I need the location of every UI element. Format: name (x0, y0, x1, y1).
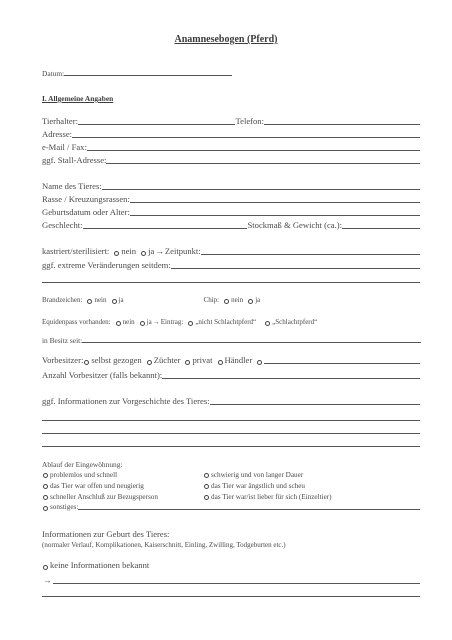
geburt-arrow-row (42, 576, 420, 585)
chip-ja-radio[interactable] (248, 299, 253, 304)
geburt-line[interactable] (42, 596, 420, 597)
datum-field[interactable] (64, 75, 232, 76)
eingewoehnung-label: Ablauf der Eingewöhnung: (42, 460, 123, 469)
rasse-label: Rasse / Kreuzungsrassen: (42, 194, 130, 204)
geburtsdatum-label: Geburtsdatum oder Alter: (42, 207, 130, 217)
sonstiges-field[interactable] (78, 509, 420, 510)
sonstiges-radio[interactable] (43, 506, 48, 511)
geburtsdatum-field[interactable] (130, 215, 420, 216)
equidenpass-nein-label: nein (122, 318, 135, 326)
geburtsdatum-row (42, 208, 420, 217)
geschlecht-label: Geschlecht: (42, 220, 83, 230)
privat-label: privat (192, 355, 213, 365)
tierhalter-row (42, 117, 420, 126)
geburt-label: Informationen zur Geburt des Tieres: (42, 529, 170, 539)
chip-nein-radio[interactable] (224, 299, 229, 304)
besitz-field[interactable] (82, 342, 421, 343)
arrow-icon: → (152, 318, 160, 326)
kastriert-ja-radio[interactable] (141, 251, 146, 256)
geburt-hint-row (42, 542, 420, 549)
eingewoehnung-heading (42, 461, 420, 468)
anschluss-label: schneller Anschluß zur Bezugsperson (50, 493, 158, 501)
equidenpass-ja-radio[interactable] (140, 321, 145, 326)
arrow-icon: → (155, 246, 164, 256)
vorbesitzer-label: Vorbesitzer: (42, 355, 84, 365)
vorbesitzer-row (42, 356, 420, 365)
chip-label: Chip: (203, 296, 220, 304)
equidenpass-label: Equidenpass vorhanden: (42, 318, 111, 326)
option-offen[interactable] (42, 482, 144, 490)
brandzeichen-label: Brandzeichen: (42, 296, 83, 304)
kastriert-ja-label: ja (148, 246, 155, 256)
stockmass-label: Stockmaß & Gewicht (ca.): (247, 220, 342, 230)
kastriert-nein-label: nein (121, 246, 137, 256)
adresse-label: Adresse: (42, 129, 73, 139)
brandzeichen-ja-label: ja (118, 296, 124, 304)
vorgeschichte-line[interactable] (42, 433, 420, 434)
schwierig-radio[interactable] (204, 473, 209, 478)
chip-nein-label: nein (231, 296, 244, 304)
vorgeschichte-label: ggf. Informationen zur Vorgeschichte des Tieres: (42, 396, 210, 406)
brandzeichen-row (42, 297, 420, 304)
veraenderungen-field[interactable] (171, 268, 420, 269)
keine-info-label: keine Informationen bekannt (50, 560, 150, 570)
haendler-label: Händler (224, 355, 253, 365)
zuechter-radio[interactable] (147, 360, 152, 365)
geburt-field[interactable] (53, 583, 420, 584)
selbst-gezogen-label: selbst gezogen (91, 355, 142, 365)
stockmass-field[interactable] (342, 228, 420, 229)
zeitpunkt-label: Zeitpunkt: (164, 246, 201, 256)
aengstlich-label: das Tier war ängstlich und scheu (211, 482, 306, 490)
selbst-gezogen-radio[interactable] (84, 360, 89, 365)
lieber-label: das Tier war/ist lieber für sich (Einzeltier) (211, 493, 332, 501)
kastriert-row (42, 247, 420, 256)
geburt-heading (42, 530, 420, 539)
privat-radio[interactable] (185, 360, 190, 365)
page-title: Anamnesebogen (Pferd) (174, 34, 278, 45)
anschluss-radio[interactable] (43, 495, 48, 500)
stall-field[interactable] (106, 163, 420, 164)
lieber-radio[interactable] (204, 495, 209, 500)
option-lieber[interactable] (203, 493, 332, 501)
veraenderungen-extra-line[interactable] (42, 282, 420, 283)
schwierig-label: schwierig und von langer Dauer (211, 471, 304, 479)
brandzeichen-nein-label: nein (94, 296, 107, 304)
offen-label: das Tier war offen und neugierig (50, 482, 144, 490)
besitz-row (42, 337, 421, 344)
eintrag-label: Eintrag: (160, 318, 184, 326)
problemlos-label: problemlos und schnell (50, 471, 118, 479)
arrow-icon: → (43, 575, 52, 585)
vorgeschichte-field[interactable] (210, 404, 420, 405)
nicht-schlachtpferd-label: „nicht Schlachtpferd“ (195, 318, 257, 326)
section-heading-allgemeine-angaben: I. Allgemeine Angaben (42, 94, 114, 103)
aengstlich-radio[interactable] (204, 484, 209, 489)
email-row (42, 143, 420, 152)
chip-ja-label: ja (255, 296, 261, 304)
option-anschluss[interactable] (42, 493, 158, 501)
tierhalter-field[interactable] (78, 124, 236, 125)
rasse-field[interactable] (130, 202, 420, 203)
keine-info-radio[interactable] (43, 565, 48, 570)
vorbesitzer-other-field[interactable] (264, 363, 420, 364)
equidenpass-row (42, 319, 420, 326)
veraenderungen-row (42, 261, 420, 270)
nicht-schlachtpferd-radio[interactable] (188, 321, 193, 326)
adresse-row (42, 130, 420, 139)
other-radio[interactable] (257, 360, 262, 365)
datum-label: Datum: (42, 69, 65, 78)
equidenpass-ja-label: ja (146, 318, 152, 326)
offen-radio[interactable] (43, 484, 48, 489)
adresse-field[interactable] (72, 137, 420, 138)
rasse-row (42, 195, 420, 204)
keine-info-row (42, 561, 420, 570)
anzahl-label: Anzahl Vorbesitzer (falls bekannt): (42, 370, 163, 380)
email-field[interactable] (87, 150, 420, 151)
telefon-label: Telefon: (235, 116, 264, 126)
name-field[interactable] (102, 189, 420, 190)
sonstiges-row (42, 504, 420, 511)
anzahl-field[interactable] (162, 378, 420, 379)
option-schwierig[interactable] (203, 471, 303, 479)
schlachtpferd-label: „Schlachtpferd“ (272, 318, 318, 326)
brandzeichen-ja-radio[interactable] (112, 299, 117, 304)
geburt-hint: (normaler Verlauf, Komplikationen, Kaiserschnitt, Einling, Zwilling, Todgeburten etc.) (42, 541, 286, 549)
stall-label: ggf. Stall-Adresse: (42, 155, 107, 165)
name-label: Name des Tieres: (42, 181, 102, 191)
kastriert-nein-radio[interactable] (114, 251, 119, 256)
geschlecht-field[interactable] (83, 228, 248, 229)
datum-row (42, 70, 232, 77)
option-problemlos[interactable] (42, 471, 117, 479)
vorgeschichte-line[interactable] (42, 420, 420, 421)
zeitpunkt-field[interactable] (201, 254, 420, 255)
besitz-label: in Besitz seit: (42, 336, 83, 345)
schlachtpferd-radio[interactable] (265, 321, 270, 326)
stall-row (42, 156, 420, 165)
problemlos-radio[interactable] (43, 473, 48, 478)
veraenderungen-label: ggf. extreme Veränderungen seitdem: (42, 260, 171, 270)
brandzeichen-nein-radio[interactable] (87, 299, 92, 304)
kastriert-label: kastriert/sterilisiert: (42, 246, 110, 256)
tierhalter-label: Tierhalter: (42, 116, 78, 126)
anzahl-row (42, 371, 420, 380)
equidenpass-nein-radio[interactable] (116, 321, 121, 326)
option-aengstlich[interactable] (203, 482, 305, 490)
vorgeschichte-line[interactable] (42, 446, 420, 447)
geschlecht-row (42, 221, 420, 230)
sonstiges-label: sonstiges: (50, 503, 79, 511)
vorgeschichte-row (42, 397, 420, 406)
zuechter-label: Züchter (153, 355, 181, 365)
haendler-radio[interactable] (218, 360, 223, 365)
email-label: e-Mail / Fax: (42, 142, 87, 152)
name-row (42, 182, 420, 191)
telefon-field[interactable] (264, 124, 420, 125)
